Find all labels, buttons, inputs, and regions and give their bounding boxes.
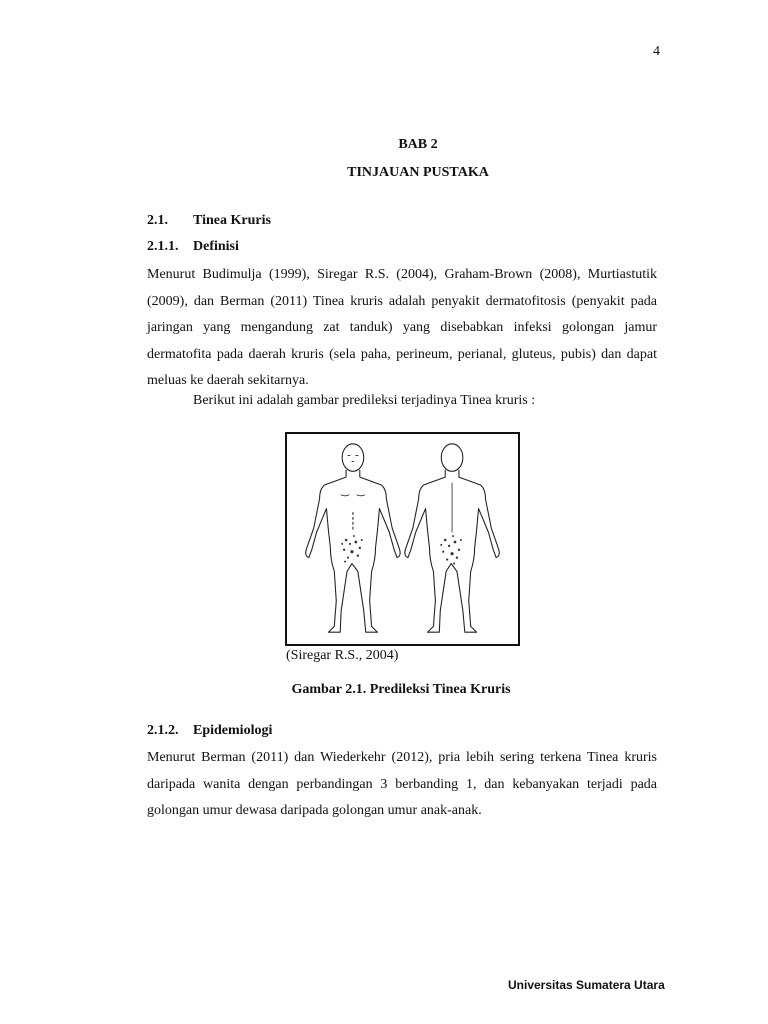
chapter-label: BAB 2	[398, 137, 438, 152]
body-predilection-figure	[285, 432, 520, 646]
back-body-outline	[405, 444, 499, 632]
subsection-number: 2.1.1.	[147, 239, 179, 254]
chapter-title: TINJAUAN PUSTAKA	[347, 165, 489, 180]
definition-paragraph: Menurut Budimulja (1999), Siregar R.S. (2004), Graham-Brown (2008), Murtiastutik (2009), dan Berman (2011) Tinea kruris adalah penyakit dermatofitosis (penyakit pada jaringan yang mengandung zat tanduk) yang disebabkan infeksi golongan jamur dermatofita pada daerah kruris (sela paha, perineum, perianal, gluteus, pubis) dan dapat meluas ke daerah sekitarnya.	[147, 267, 657, 388]
section-title: Tinea Kruris	[193, 213, 271, 228]
figure-caption: Gambar 2.1. Predileksi Tinea Kruris	[291, 682, 511, 697]
figure-source: (Siregar R.S., 2004)	[286, 648, 399, 663]
lesion-area-markings	[341, 535, 462, 564]
figure-intro: Berikut ini adalah gambar predileksi terjadinya Tinea kruris :	[193, 393, 536, 408]
footer-university: Universitas Sumatera Utara	[508, 978, 665, 992]
subsection-title: Epidemiologi	[193, 723, 273, 738]
human-body-illustration	[287, 434, 518, 644]
front-body-outline	[306, 444, 400, 632]
subsection-title: Definisi	[193, 239, 239, 254]
page-number: 4	[653, 44, 660, 59]
epidemiology-paragraph: Menurut Berman (2011) dan Wiederkehr (2012), pria lebih sering terkena Tinea kruris daripada wanita dengan perbandingan 3 berbanding 1, dan kebanyakan terjadi pada golongan umur dewasa daripada golongan umur anak-anak.	[147, 750, 657, 818]
subsection-number: 2.1.2.	[147, 723, 179, 738]
section-number: 2.1.	[147, 213, 168, 228]
